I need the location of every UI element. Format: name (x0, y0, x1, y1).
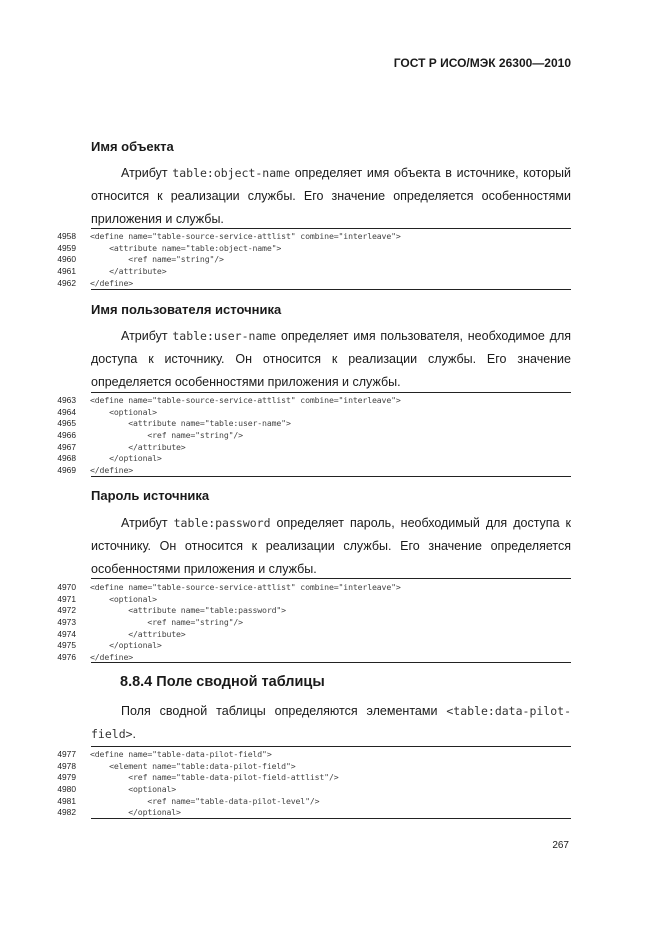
code-line-text: <define name="table-source-service-attlist" combine="interleave"> (90, 582, 401, 592)
code-line-number: 4959 (57, 242, 76, 253)
code-line-text: <define name="table-source-service-attlist" combine="interleave"> (90, 395, 401, 405)
code-line-text: </attribute> (90, 441, 186, 452)
code-rule-bottom (91, 476, 571, 477)
code-block-password (52, 582, 572, 664)
code-line-text: <optional> (90, 593, 157, 604)
code-line-text: <ref name="table-data-pilot-level"/> (90, 795, 320, 806)
code-block-user-name (52, 395, 572, 477)
code-line-text: </optional> (90, 640, 162, 651)
section-title-object-name: Имя объекта (91, 139, 174, 154)
paragraph-line: Поля сводной таблицы определяются элементами <table:data-pilot- (121, 704, 571, 718)
inline-code: table:object-name (172, 166, 290, 180)
code-line-text: <define name="table-data-pilot-field"> (90, 749, 272, 759)
code-line-text: </attribute> (90, 266, 167, 277)
code-line (52, 594, 572, 606)
code-line-number: 4961 (57, 266, 76, 277)
paragraph-line: источнику. Он относится к реализации службы. Его значение определяется (91, 539, 571, 553)
code-line-text: <ref name="string"/> (90, 617, 243, 628)
paragraph-line: приложения и службы. (91, 212, 224, 226)
code-line-text: </optional> (90, 807, 181, 818)
code-line-text: </define> (90, 277, 134, 288)
code-line (52, 772, 572, 784)
code-line-number: 4973 (57, 617, 76, 628)
code-line-number: 4958 (57, 231, 76, 241)
code-line-number: 4979 (57, 772, 76, 783)
code-line (52, 395, 572, 407)
code-line-number: 4982 (57, 807, 76, 818)
code-line (52, 761, 572, 773)
code-line (52, 784, 572, 796)
code-line (52, 418, 572, 430)
code-line-number: 4969 (57, 465, 76, 476)
code-block-object-name (52, 231, 572, 289)
code-line-number: 4962 (57, 277, 76, 288)
code-line-number: 4975 (57, 640, 76, 651)
code-line-number: 4977 (57, 749, 76, 759)
code-line-number: 4972 (57, 605, 76, 616)
paragraph-line: Атрибут table:object-name определяет имя объекта в источнике, который (121, 166, 571, 180)
code-line-text: <ref name="string"/> (90, 430, 243, 441)
code-line-text: </define> (90, 652, 134, 663)
code-rule-top (91, 746, 571, 747)
code-line-text: </optional> (90, 453, 162, 464)
code-line-text: <element name="table:data-pilot-field"> (90, 760, 296, 771)
code-rule-bottom (91, 662, 571, 663)
code-line-number: 4963 (57, 395, 76, 405)
code-line (52, 640, 572, 652)
paragraph-line: field>. (91, 727, 137, 741)
code-line-text: </define> (90, 465, 134, 476)
paragraph-line: доступа к источнику. Он относится к реализации службы. Его значение (91, 352, 571, 366)
code-line (52, 266, 572, 278)
code-line-text: </attribute> (90, 628, 186, 639)
code-line-number: 4978 (57, 760, 76, 771)
code-line (52, 629, 572, 641)
code-rule-bottom (91, 818, 571, 819)
paragraph-line: Атрибут table:password определяет пароль, необходимый для доступа к (121, 516, 571, 530)
code-line-number: 4966 (57, 430, 76, 441)
code-line (52, 605, 572, 617)
code-line-text: <attribute name="table:user-name"> (90, 418, 291, 429)
code-line-text: <optional> (90, 784, 177, 795)
code-line-text: <define name="table-source-service-attlist" combine="interleave"> (90, 231, 401, 241)
paragraph-object-name (91, 162, 571, 231)
paragraph-user-name (91, 325, 571, 394)
code-line-number: 4970 (57, 582, 76, 592)
code-rule-top (91, 392, 571, 393)
code-line-number: 4976 (57, 652, 76, 663)
code-line-number: 4964 (57, 406, 76, 417)
code-line-text: <attribute name="table:password"> (90, 605, 286, 616)
code-line (52, 453, 572, 465)
code-line (52, 749, 572, 761)
inline-code: table:user-name (172, 329, 277, 343)
code-line-number: 4967 (57, 441, 76, 452)
code-line-number: 4974 (57, 628, 76, 639)
code-line-number: 4980 (57, 784, 76, 795)
code-line (52, 278, 572, 290)
paragraph-line: Атрибут table:user-name определяет имя пользователя, необходимое для (121, 329, 572, 343)
code-block-pilot-field (52, 749, 572, 819)
code-line (52, 442, 572, 454)
paragraph-line: определяется особенностями приложения и службы. (91, 375, 401, 389)
code-line-number: 4968 (57, 453, 76, 464)
section-title-password: Пароль источника (91, 488, 210, 503)
code-line (52, 582, 572, 594)
code-line-text: <attribute name="table:object-name"> (90, 242, 282, 253)
paragraph-pilot-field (91, 700, 571, 746)
paragraph-line: относится к реализации службы. Его значение определяется особенностями (91, 189, 571, 203)
code-line (52, 254, 572, 266)
code-line (52, 407, 572, 419)
code-line (52, 796, 572, 808)
inline-code: <table:data-pilot- (446, 704, 571, 718)
code-line-number: 4971 (57, 593, 76, 604)
code-line-text: <ref name="string"/> (90, 254, 224, 265)
code-line-number: 4965 (57, 418, 76, 429)
inline-code: field> (91, 727, 133, 741)
inline-code: table:password (173, 516, 271, 530)
code-line (52, 231, 572, 243)
code-line-text: <optional> (90, 406, 157, 417)
code-line (52, 617, 572, 629)
code-rule-top (91, 228, 571, 229)
code-line-number: 4960 (57, 254, 76, 265)
code-line-text: <ref name="table-data-pilot-field-attlist"/> (90, 772, 339, 783)
paragraph-password (91, 512, 571, 581)
code-rule-bottom (91, 289, 571, 290)
code-line (52, 243, 572, 255)
page-number: 267 (552, 840, 569, 851)
code-line-number: 4981 (57, 795, 76, 806)
section-title-user-name: Имя пользователя источника (91, 302, 282, 317)
paragraph-line: особенностями приложения и службы. (91, 562, 317, 576)
code-rule-top (91, 578, 571, 579)
subsection-title-pilot-field: 8.8.4 Поле сводной таблицы (120, 674, 325, 690)
code-line (52, 430, 572, 442)
page-header: ГОСТ Р ИСО/МЭК 26300—2010 (393, 56, 571, 70)
